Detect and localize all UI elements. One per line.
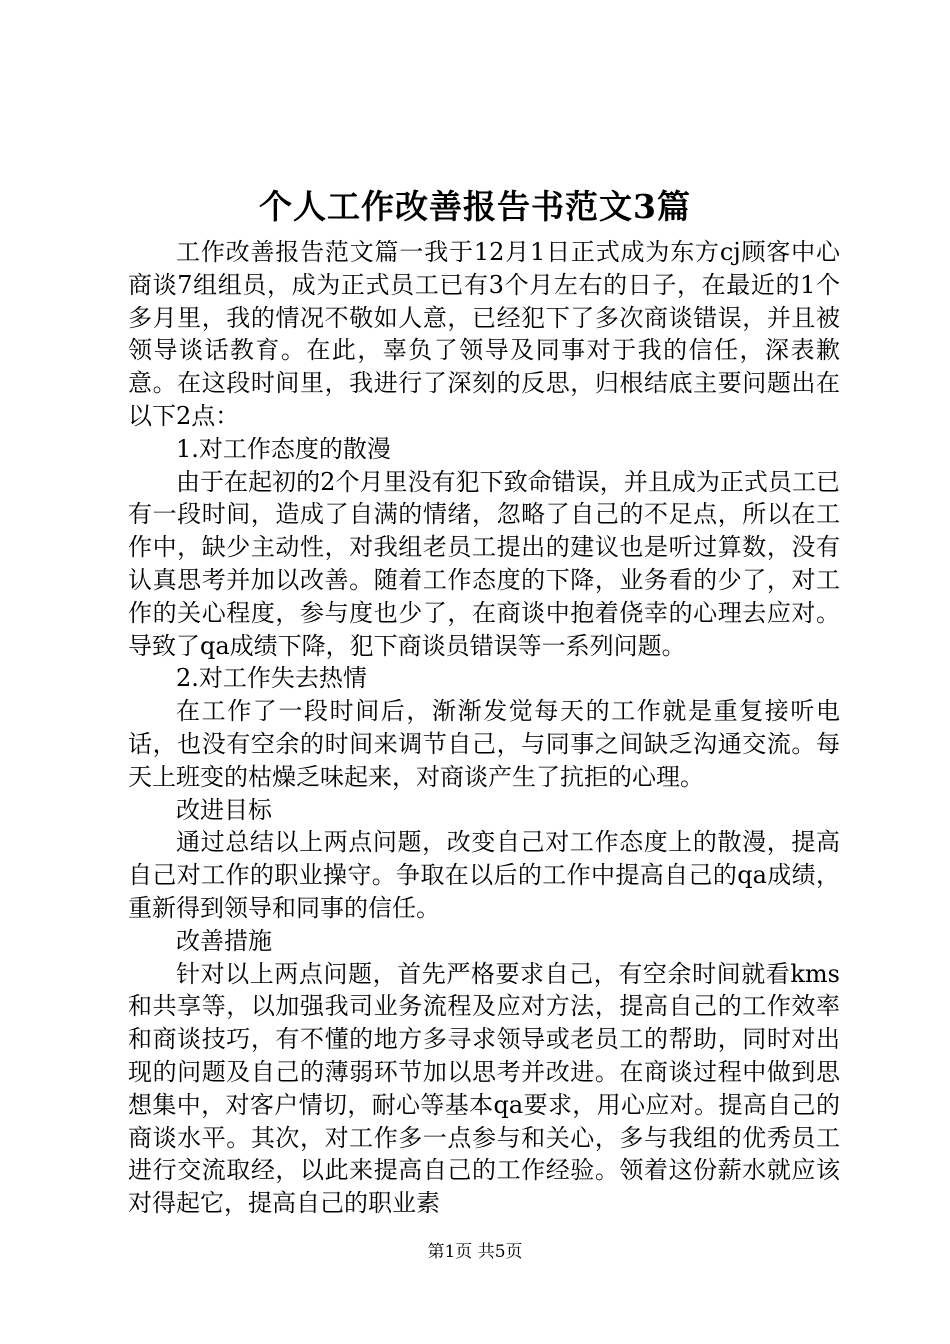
enthusiasm-paragraph: 在工作了一段时间后，渐渐发觉每天的工作就是重复接听电话，也没有空余的时间来调节自己，与同事之间缺乏沟通交流。每天上班变的枯燥乏味起来，对商谈产生了抗拒的心理。 [128,697,840,791]
section-heading-enthusiasm: 2.对工作失去热情 [176,664,367,693]
attitude-paragraph: 由于在起初的2个月里没有犯下致命错误，并且成为正式员工已有一段时间，造成了自满的情绪，忽略了自己的不足点，所以在工作中，缺少主动性，对我组老员工提出的建议也是听过算数，没有认真思考并加以改善。随着工作态度的下降，业务看的少了，对工作的关心程度，参与度也少了，在商谈中抱着侥幸的心理去应对。导致了qa成绩下降，犯下商谈员错误等一系列问题。 [128,467,840,660]
goal-paragraph: 通过总结以上两点问题，改变自己对工作态度上的散漫，提高自己对工作的职业操守。争取在以后的工作中提高自己的qa成绩，重新得到领导和同事的信任。 [128,828,840,922]
intro-paragraph: 工作改善报告范文篇一我于12月1日正式成为东方cj顾客中心商谈7组组员，成为正式员工已有3个月左右的日子，在最近的1个多月里，我的情况不敬如人意，已经犯下了多次商谈错误，并且被领导谈话教育。在此，辜负了领导及同事对于我的信任，深表歉意。在这段时间里，我进行了深刻的反思，归根结底主要问题出在以下2点： [128,238,840,430]
document-title: 个人工作改善报告书范文3篇 [259,187,691,226]
section-heading-measures: 改善措施 [176,926,272,955]
document-body [128,236,840,1220]
section-heading-attitude: 1.对工作态度的散漫 [176,434,391,463]
section-heading-goal: 改进目标 [176,795,272,824]
page-number-footer: 第1页 共5页 [427,1242,523,1262]
measures-paragraph: 针对以上两点问题，首先严格要求自己，有空余时间就看kms和共享等，以加强我司业务流程及应对方法，提高自己的工作效率和商谈技巧，有不懂的地方多寻求领导或老员工的帮助，同时对出现的问题及自己的薄弱环节加以思考并改进。在商谈过程中做到思想集中，对客户情切，耐心等基本qa要求，用心应对。提高自己的商谈水平。其次，对工作多一点参与和关心，多与我组的优秀员工进行交流取经，以此来提高自己的工作经验。领着这份薪水就应该对得起它，提高自己的职业素 [128,959,840,1218]
